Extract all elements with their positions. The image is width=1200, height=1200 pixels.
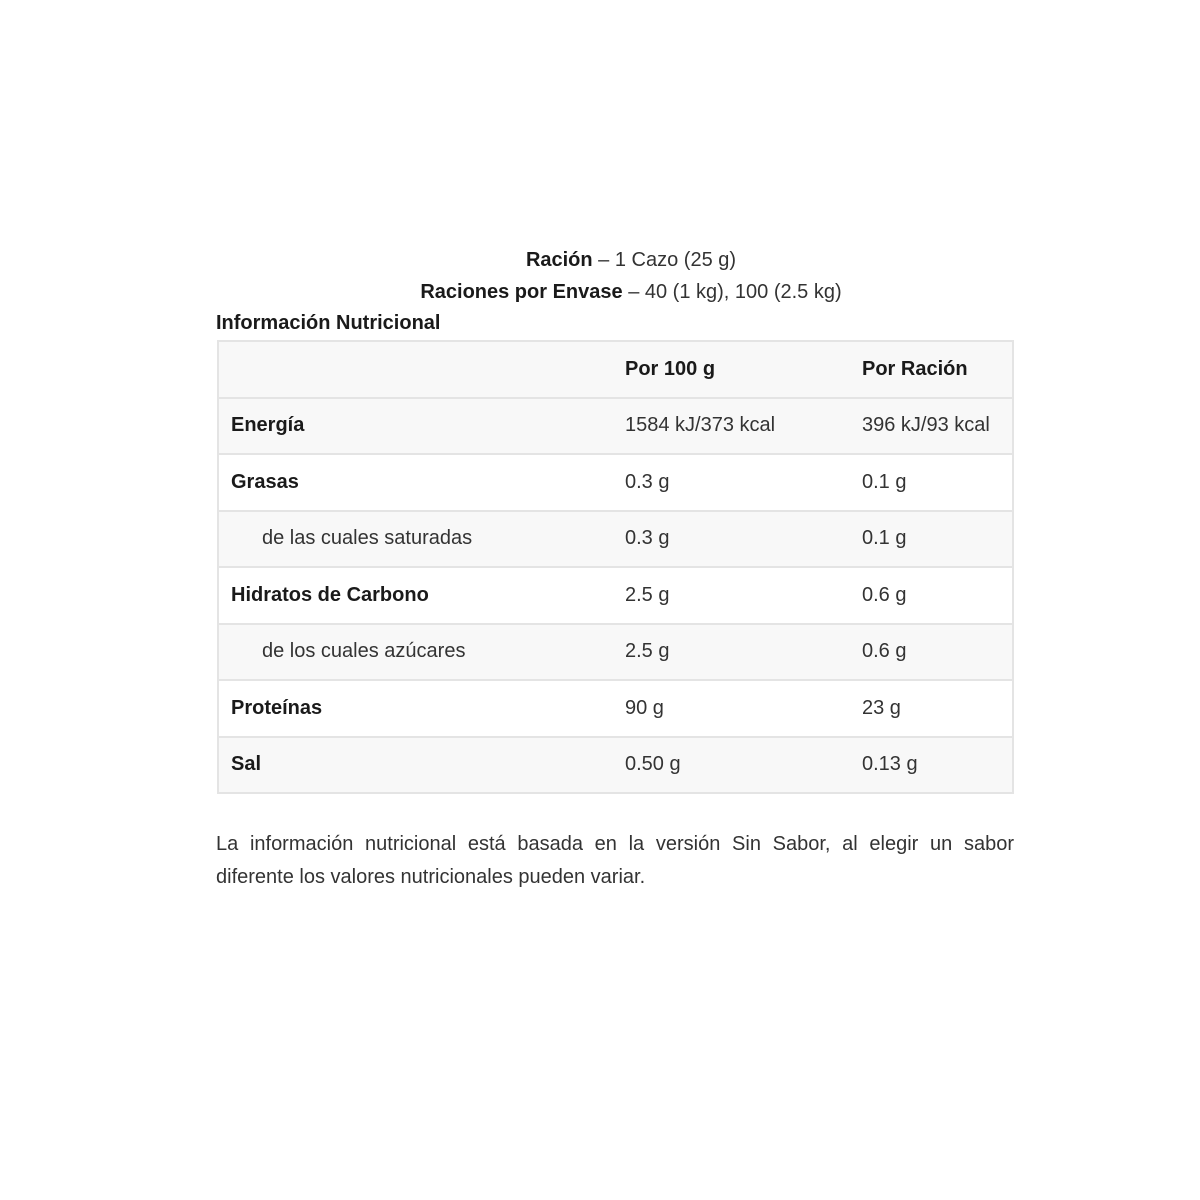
nutrient-name: Sal [218, 737, 613, 794]
servings-per-container-value: – 40 (1 kg), 100 (2.5 kg) [622, 281, 842, 303]
table-row [218, 567, 1013, 624]
table-header-row [218, 341, 1013, 398]
nutrition-table [217, 340, 1014, 794]
footnote-text: La información nutricional está basada en la versión Sin Sabor, al elegir un sabor diferente los valores nutricionales pueden variar. [216, 833, 1014, 888]
nutrient-name: de las cuales saturadas [218, 511, 613, 568]
table-row [218, 398, 1013, 455]
value-per-100g: 1584 kJ/373 kcal [613, 398, 850, 455]
value-per-100g: 2.5 g [613, 624, 850, 681]
value-per-serving: 0.1 g [850, 511, 1013, 568]
table-row [218, 624, 1013, 681]
value-per-100g: 0.3 g [613, 454, 850, 511]
header-per-100g: Por 100 g [613, 341, 850, 398]
value-per-100g: 0.50 g [613, 737, 850, 794]
value-per-100g: 2.5 g [613, 567, 850, 624]
value-per-100g: 90 g [613, 680, 850, 737]
serving-size-label: Ración [525, 249, 593, 271]
table-row [218, 511, 1013, 568]
table-row [218, 454, 1013, 511]
section-title: Información Nutricional [216, 312, 441, 334]
value-per-serving: 0.1 g [850, 454, 1013, 511]
servings-per-container-label: Raciones por Envase [420, 281, 623, 303]
nutrient-name: Hidratos de Carbono [218, 567, 613, 624]
header-nutrient [218, 341, 613, 398]
nutrient-name: Grasas [218, 454, 613, 511]
value-per-serving: 0.6 g [850, 567, 1013, 624]
value-per-serving: 396 kJ/93 kcal [850, 398, 1013, 455]
value-per-serving: 23 g [850, 680, 1013, 737]
table-row [218, 737, 1013, 794]
value-per-serving: 0.6 g [850, 624, 1013, 681]
value-per-100g: 0.3 g [613, 511, 850, 568]
value-per-serving: 0.13 g [850, 737, 1013, 794]
table-row [218, 680, 1013, 737]
nutrient-name: Proteínas [218, 680, 613, 737]
servings-per-container-line [216, 276, 1014, 308]
serving-size-line [216, 244, 1014, 276]
nutrient-name: Energía [218, 398, 613, 455]
nutrition-info-content [216, 244, 1014, 914]
nutrient-name: de los cuales azúcares [218, 624, 613, 681]
serving-size-value: – 1 Cazo (25 g) [592, 249, 737, 271]
header-per-serving: Por Ración [850, 341, 1013, 398]
